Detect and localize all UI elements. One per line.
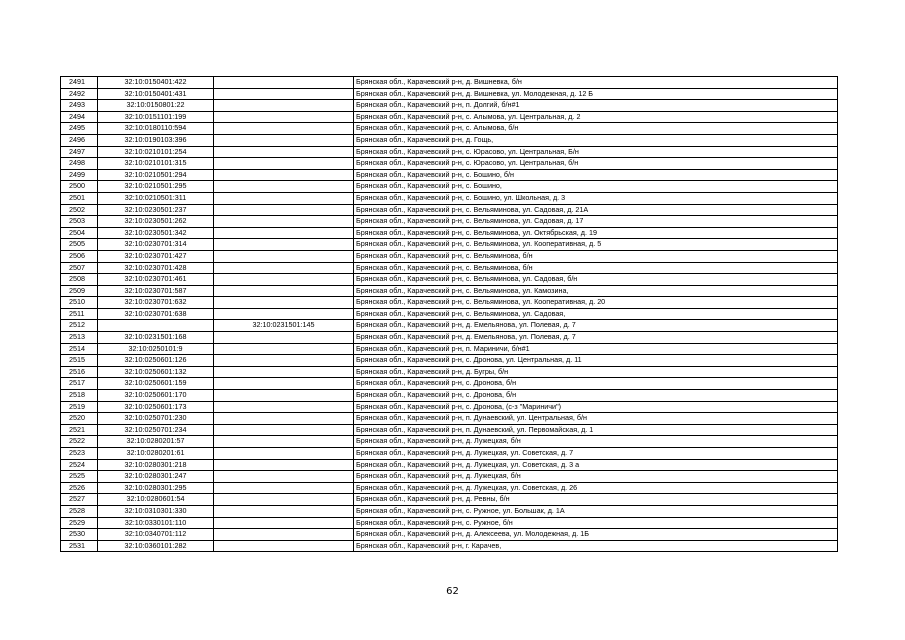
row-number-cell: 2501 (61, 192, 98, 204)
row-number-cell: 2492 (61, 88, 98, 100)
table-row (61, 111, 838, 123)
row-number-cell: 2524 (61, 459, 98, 471)
cadastral-number-alt-cell (214, 297, 354, 309)
cadastral-number-alt-cell (214, 471, 354, 483)
table-body (61, 77, 838, 552)
cadastral-number-alt-cell (214, 204, 354, 216)
row-number-cell: 2520 (61, 413, 98, 425)
address-cell: Брянская обл., Карачевский р-н, д. Ревны, б/н (354, 494, 838, 506)
address-cell: Брянская обл., Карачевский р-н, с. Бошино, ул. Школьная, д. 3 (354, 192, 838, 204)
row-number-cell: 2512 (61, 320, 98, 332)
row-number-cell: 2500 (61, 181, 98, 193)
document-table-container (60, 76, 837, 552)
table-row (61, 77, 838, 89)
address-cell: Брянская обл., Карачевский р-н, с. Вельяминова, ул. Садовая, (354, 308, 838, 320)
cadastral-number-cell: 32:10:0360101:282 (98, 540, 214, 552)
row-number-cell: 2515 (61, 355, 98, 367)
address-cell: Брянская обл., Карачевский р-н, п. Дунаевский, ул. Первомайская, д. 1 (354, 424, 838, 436)
cadastral-number-cell: 32:10:0250601:173 (98, 401, 214, 413)
cadastral-number-cell: 32:10:0250701:230 (98, 413, 214, 425)
cadastral-number-cell: 32:10:0230701:638 (98, 308, 214, 320)
address-cell: Брянская обл., Карачевский р-н, с. Алымова, ул. Центральная, д. 2 (354, 111, 838, 123)
cadastral-number-cell: 32:10:0190103:396 (98, 134, 214, 146)
row-number-cell: 2525 (61, 471, 98, 483)
address-cell: Брянская обл., Карачевский р-н, с. Вельяминова, ул. Кооперативная, д. 20 (354, 297, 838, 309)
table-row (61, 227, 838, 239)
table-row (61, 482, 838, 494)
address-cell: Брянская обл., Карачевский р-н, д. Бугры, б/н (354, 366, 838, 378)
address-cell: Брянская обл., Карачевский р-н, г. Карачев, (354, 540, 838, 552)
address-cell: Брянская обл., Карачевский р-н, д. Лужецкая, б/н (354, 471, 838, 483)
cadastral-number-alt-cell (214, 169, 354, 181)
address-cell: Брянская обл., Карачевский р-н, с. Вельяминова, ул. Садовая, д. 21А (354, 204, 838, 216)
cadastral-number-cell: 32:10:0210101:315 (98, 158, 214, 170)
table-row (61, 366, 838, 378)
row-number-cell: 2494 (61, 111, 98, 123)
row-number-cell: 2504 (61, 227, 98, 239)
table-row (61, 88, 838, 100)
table-row (61, 262, 838, 274)
address-cell: Брянская обл., Карачевский р-н, с. Дронова, б/н (354, 378, 838, 390)
table-row (61, 424, 838, 436)
address-cell: Брянская обл., Карачевский р-н, с. Вельяминова, ул. Камозина, (354, 285, 838, 297)
row-number-cell: 2513 (61, 332, 98, 344)
row-number-cell: 2505 (61, 239, 98, 251)
cadastral-number-alt-cell (214, 158, 354, 170)
cadastral-number-cell: 32:10:0340701:112 (98, 529, 214, 541)
table-row (61, 517, 838, 529)
table-row (61, 413, 838, 425)
table-row (61, 436, 838, 448)
table-row (61, 308, 838, 320)
cadastral-number-alt-cell (214, 436, 354, 448)
table-row (61, 250, 838, 262)
table-row (61, 285, 838, 297)
cadastral-number-cell: 32:10:0280301:247 (98, 471, 214, 483)
table-row (61, 448, 838, 460)
cadastral-number-alt-cell (214, 111, 354, 123)
cadastral-number-cell: 32:10:0210501:311 (98, 192, 214, 204)
address-cell: Брянская обл., Карачевский р-н, с. Вельяминова, б/н (354, 262, 838, 274)
cadastral-number-cell: 32:10:0210101:254 (98, 146, 214, 158)
cadastral-number-cell: 32:10:0230501:262 (98, 216, 214, 228)
row-number-cell: 2516 (61, 366, 98, 378)
cadastral-number-alt-cell (214, 274, 354, 286)
cadastral-number-alt-cell (214, 181, 354, 193)
cadastral-number-cell: 32:10:0180110:594 (98, 123, 214, 135)
row-number-cell: 2518 (61, 390, 98, 402)
address-cell: Брянская обл., Карачевский р-н, с. Бошино, б/н (354, 169, 838, 181)
cadastral-number-cell: 32:10:0151101:199 (98, 111, 214, 123)
table-row (61, 471, 838, 483)
row-number-cell: 2529 (61, 517, 98, 529)
cadastral-number-alt-cell (214, 390, 354, 402)
row-number-cell: 2503 (61, 216, 98, 228)
cadastral-number-alt-cell (214, 413, 354, 425)
cadastral-number-cell: 32:10:0250601:132 (98, 366, 214, 378)
table-row (61, 100, 838, 112)
row-number-cell: 2493 (61, 100, 98, 112)
address-cell: Брянская обл., Карачевский р-н, с. Юрасово, ул. Центральная, б/н (354, 158, 838, 170)
table-row (61, 401, 838, 413)
cadastral-number-alt-cell (214, 378, 354, 390)
row-number-cell: 2509 (61, 285, 98, 297)
cadastral-number-cell: 32:10:0230701:314 (98, 239, 214, 251)
row-number-cell: 2511 (61, 308, 98, 320)
table-row (61, 134, 838, 146)
cadastral-number-alt-cell (214, 401, 354, 413)
cadastral-number-cell: 32:10:0230701:427 (98, 250, 214, 262)
cadastral-number-cell: 32:10:0150801:22 (98, 100, 214, 112)
row-number-cell: 2531 (61, 540, 98, 552)
cadastral-number-alt-cell (214, 366, 354, 378)
table-row (61, 169, 838, 181)
address-cell: Брянская обл., Карачевский р-н, п. Дунаевский, ул. Центральная, б/н (354, 413, 838, 425)
cadastral-number-cell: 32:10:0250601:170 (98, 390, 214, 402)
address-cell: Брянская обл., Карачевский р-н, д. Лужецкая, б/н (354, 436, 838, 448)
cadastral-number-alt-cell (214, 308, 354, 320)
table-row (61, 297, 838, 309)
cadastral-number-alt-cell (214, 239, 354, 251)
table-row (61, 355, 838, 367)
row-number-cell: 2496 (61, 134, 98, 146)
table-row (61, 540, 838, 552)
address-cell: Брянская обл., Карачевский р-н, д. Емельянова, ул. Полевая, д. 7 (354, 332, 838, 344)
table-row (61, 378, 838, 390)
cadastral-number-alt-cell (214, 424, 354, 436)
cadastral-number-alt-cell (214, 529, 354, 541)
address-cell: Брянская обл., Карачевский р-н, с. Юрасово, ул. Центральная, Б/н (354, 146, 838, 158)
cadastral-number-cell: 32:10:0310301:330 (98, 505, 214, 517)
table-row (61, 146, 838, 158)
cadastral-number-cell: 32:10:0330101:110 (98, 517, 214, 529)
cadastral-number-alt-cell (214, 88, 354, 100)
row-number-cell: 2530 (61, 529, 98, 541)
cadastral-number-alt-cell (214, 494, 354, 506)
cadastral-number-alt-cell (214, 250, 354, 262)
address-cell: Брянская обл., Карачевский р-н, п. Долгий, б/н#1 (354, 100, 838, 112)
row-number-cell: 2498 (61, 158, 98, 170)
address-cell: Брянская обл., Карачевский р-н, д. Лужецкая, ул. Советская, д. 7 (354, 448, 838, 460)
table-row (61, 204, 838, 216)
row-number-cell: 2510 (61, 297, 98, 309)
cadastral-number-cell: 32:10:0231501:168 (98, 332, 214, 344)
cadastral-number-cell: 32:10:0230701:632 (98, 297, 214, 309)
row-number-cell: 2522 (61, 436, 98, 448)
row-number-cell: 2523 (61, 448, 98, 460)
cadastral-number-cell: 32:10:0280601:54 (98, 494, 214, 506)
cadastral-number-cell: 32:10:0250101:9 (98, 343, 214, 355)
cadastral-number-cell (98, 320, 214, 332)
address-cell: Брянская обл., Карачевский р-н, д. Гощь, (354, 134, 838, 146)
table-row (61, 390, 838, 402)
table-row (61, 216, 838, 228)
address-cell: Брянская обл., Карачевский р-н, д. Алексеева, ул. Молодежная, д. 1Б (354, 529, 838, 541)
row-number-cell: 2497 (61, 146, 98, 158)
address-cell: Брянская обл., Карачевский р-н, с. Ружное, ул. Большак, д. 1А (354, 505, 838, 517)
table-row (61, 494, 838, 506)
table-row (61, 192, 838, 204)
address-cell: Брянская обл., Карачевский р-н, п. Мариничи, б/н#1 (354, 343, 838, 355)
land-parcels-table (60, 76, 838, 552)
address-cell: Брянская обл., Карачевский р-н, д. Лужецкая, ул. Советская, д. 26 (354, 482, 838, 494)
cadastral-number-cell: 32:10:0250701:234 (98, 424, 214, 436)
table-row (61, 123, 838, 135)
table-row (61, 459, 838, 471)
table-row (61, 181, 838, 193)
row-number-cell: 2491 (61, 77, 98, 89)
cadastral-number-cell: 32:10:0210501:295 (98, 181, 214, 193)
table-row (61, 320, 838, 332)
row-number-cell: 2507 (61, 262, 98, 274)
cadastral-number-alt-cell (214, 216, 354, 228)
table-row (61, 332, 838, 344)
address-cell: Брянская обл., Карачевский р-н, с. Дронова, ул. Центральная, д. 11 (354, 355, 838, 367)
cadastral-number-cell: 32:10:0280301:218 (98, 459, 214, 471)
address-cell: Брянская обл., Карачевский р-н, с. Дронова, (с-з "Мариничи") (354, 401, 838, 413)
cadastral-number-alt-cell (214, 459, 354, 471)
row-number-cell: 2528 (61, 505, 98, 517)
address-cell: Брянская обл., Карачевский р-н, с. Ружное, б/н (354, 517, 838, 529)
cadastral-number-alt-cell (214, 227, 354, 239)
address-cell: Брянская обл., Карачевский р-н, д. Вишневка, ул. Молодежная, д. 12 Б (354, 88, 838, 100)
row-number-cell: 2502 (61, 204, 98, 216)
row-number-cell: 2517 (61, 378, 98, 390)
row-number-cell: 2514 (61, 343, 98, 355)
table-row (61, 158, 838, 170)
cadastral-number-alt-cell (214, 448, 354, 460)
cadastral-number-alt-cell (214, 540, 354, 552)
row-number-cell: 2519 (61, 401, 98, 413)
cadastral-number-cell: 32:10:0230701:461 (98, 274, 214, 286)
cadastral-number-cell: 32:10:0150401:422 (98, 77, 214, 89)
cadastral-number-alt-cell (214, 505, 354, 517)
table-row (61, 343, 838, 355)
cadastral-number-alt-cell (214, 343, 354, 355)
cadastral-number-alt-cell (214, 482, 354, 494)
page-number: 62 (446, 586, 459, 597)
table-row (61, 529, 838, 541)
address-cell: Брянская обл., Карачевский р-н, с. Вельяминова, ул. Садовая, д. 17 (354, 216, 838, 228)
address-cell: Брянская обл., Карачевский р-н, д. Лужецкая, ул. Советская, д. 3 а (354, 459, 838, 471)
cadastral-number-alt-cell (214, 355, 354, 367)
cadastral-number-alt-cell (214, 517, 354, 529)
address-cell: Брянская обл., Карачевский р-н, с. Бошино, (354, 181, 838, 193)
row-number-cell: 2521 (61, 424, 98, 436)
cadastral-number-alt-cell (214, 332, 354, 344)
cadastral-number-cell: 32:10:0230701:428 (98, 262, 214, 274)
table-row (61, 505, 838, 517)
address-cell: Брянская обл., Карачевский р-н, с. Вельяминова, ул. Кооперативная, д. 5 (354, 239, 838, 251)
row-number-cell: 2526 (61, 482, 98, 494)
row-number-cell: 2506 (61, 250, 98, 262)
cadastral-number-alt-cell (214, 192, 354, 204)
row-number-cell: 2499 (61, 169, 98, 181)
cadastral-number-alt-cell: 32:10:0231501:145 (214, 320, 354, 332)
cadastral-number-cell: 32:10:0250601:126 (98, 355, 214, 367)
cadastral-number-alt-cell (214, 146, 354, 158)
cadastral-number-cell: 32:10:0150401:431 (98, 88, 214, 100)
cadastral-number-alt-cell (214, 262, 354, 274)
address-cell: Брянская обл., Карачевский р-н, с. Дронова, б/н (354, 390, 838, 402)
cadastral-number-cell: 32:10:0230701:587 (98, 285, 214, 297)
address-cell: Брянская обл., Карачевский р-н, с. Вельяминова, ул. Садовая, б/н (354, 274, 838, 286)
row-number-cell: 2495 (61, 123, 98, 135)
cadastral-number-cell: 32:10:0280201:61 (98, 448, 214, 460)
address-cell: Брянская обл., Карачевский р-н, с. Вельяминова, б/н (354, 250, 838, 262)
row-number-cell: 2508 (61, 274, 98, 286)
address-cell: Брянская обл., Карачевский р-н, с. Алымова, б/н (354, 123, 838, 135)
table-row (61, 239, 838, 251)
cadastral-number-alt-cell (214, 77, 354, 89)
cadastral-number-cell: 32:10:0280301:295 (98, 482, 214, 494)
address-cell: Брянская обл., Карачевский р-н, д. Емельянова, ул. Полевая, д. 7 (354, 320, 838, 332)
table-row (61, 274, 838, 286)
cadastral-number-cell: 32:10:0250601:159 (98, 378, 214, 390)
cadastral-number-alt-cell (214, 100, 354, 112)
address-cell: Брянская обл., Карачевский р-н, с. Вельяминова, ул. Октябрьская, д. 19 (354, 227, 838, 239)
cadastral-number-cell: 32:10:0230501:342 (98, 227, 214, 239)
cadastral-number-alt-cell (214, 123, 354, 135)
row-number-cell: 2527 (61, 494, 98, 506)
cadastral-number-cell: 32:10:0210501:294 (98, 169, 214, 181)
cadastral-number-alt-cell (214, 134, 354, 146)
cadastral-number-cell: 32:10:0280201:57 (98, 436, 214, 448)
cadastral-number-alt-cell (214, 285, 354, 297)
cadastral-number-cell: 32:10:0230501:237 (98, 204, 214, 216)
address-cell: Брянская обл., Карачевский р-н, д. Вишневка, б/н (354, 77, 838, 89)
